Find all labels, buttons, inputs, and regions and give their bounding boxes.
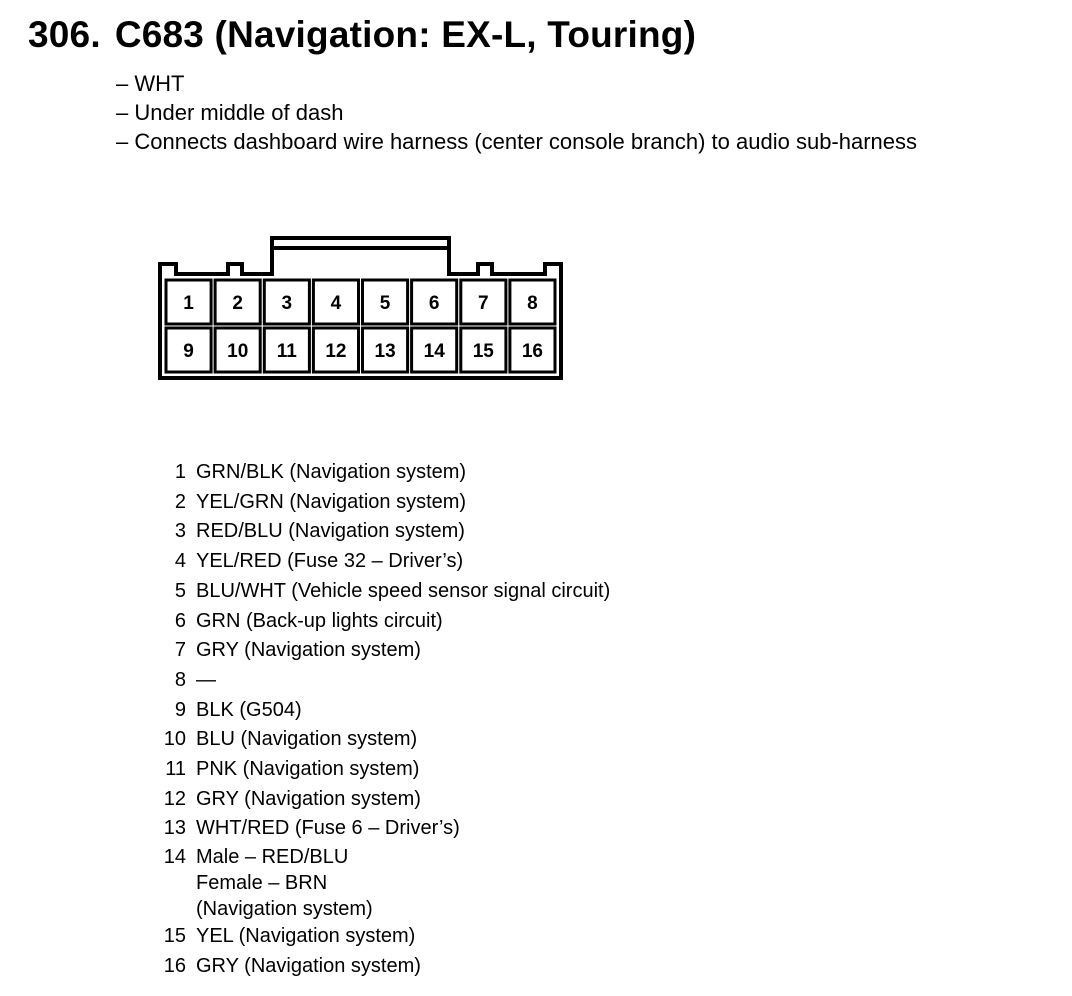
pin-number-15: 15 [472,341,494,362]
pin-number-16: 16 [521,341,543,362]
pin-number-10: 10 [227,341,249,362]
connector-title: C683 (Navigation: EX-L, Touring) [114,14,697,55]
pin-cavity-1 [166,280,211,324]
pinout-row-5 [160,577,610,607]
pinout-row-12 [160,785,610,815]
pinout-row-7 [160,636,610,666]
pin-number-3: 3 [281,293,293,314]
pinout-description [196,577,610,607]
pin-cavity-2 [215,280,260,324]
pin-number-6: 6 [428,293,440,314]
note-color: – WHT [116,69,917,98]
pinout-description [196,755,419,785]
pinout-description [196,666,216,696]
pinout-pin-number: 5 [174,579,186,602]
pin-number-9: 9 [183,341,194,362]
pinout-row-11 [160,755,610,785]
pinout-description-line: YEL (Navigation system) [196,925,416,948]
pin-cavity-10 [215,328,260,372]
connector-outline [160,238,561,378]
pinout-pin-number: 3 [174,520,186,543]
pinout-description [196,725,417,755]
pin-number-12: 12 [325,341,347,362]
pinout-row-14 [160,844,610,922]
pinout-pin-number: 14 [163,846,186,869]
pinout-pin-number: 12 [163,787,186,810]
pinout-row-9 [160,696,610,726]
connector-housing [160,238,561,378]
pinout-row-3 [160,517,610,547]
pinout-row-15 [160,922,610,952]
pinout-description-line: GRN (Back-up lights circuit) [196,609,443,632]
pin-cavity-15 [461,328,506,372]
pinout-description [196,636,421,666]
pin-cavity-12 [313,328,358,372]
pin-cavity-11 [264,328,309,372]
pin-cavity-5 [363,280,408,324]
pinout-row-8 [160,666,610,696]
pinout-description-line: Male – RED/BLU [196,846,349,869]
pinout-description-line: YEL/GRN (Navigation system) [196,490,467,513]
pin-number-4: 4 [330,293,342,314]
pin-cavity-16 [510,328,555,372]
pin-cavity-3 [264,280,309,324]
pinout-description-line: PNK (Navigation system) [196,758,420,781]
pinout-description-line: GRY (Navigation system) [196,639,421,662]
pinout-description [196,607,443,637]
pin-cavity-8 [510,280,555,324]
page-title [28,14,696,56]
pinout-description [196,814,460,844]
pinout-description-line: (Navigation system) [196,898,373,921]
pinout-pin-number: 8 [174,668,186,691]
pinout-pin-number: 10 [163,728,186,751]
pinout-row-1 [160,458,610,488]
pinout-description [196,922,415,952]
connector-notes [116,69,917,156]
note-connection: – Connects dashboard wire harness (center console branch) to audio sub-harness [116,127,917,156]
pin-cavity-13 [363,328,408,372]
pinout-description-line: — [196,668,216,691]
pinout-pin-number: 16 [163,954,186,977]
pin-cavity-9 [166,328,211,372]
note-location: – Under middle of dash [116,98,917,127]
pin-cavity-4 [313,280,358,324]
pinout-description [196,952,421,982]
pin-number-14: 14 [423,341,445,362]
pinout-row-10 [160,725,610,755]
pinout-row-13 [160,814,610,844]
pinout-pin-number: 2 [174,490,186,513]
pinout-description-line: GRY (Navigation system) [196,954,421,977]
pinout-description-line: RED/BLU (Navigation system) [196,520,465,543]
pinout-pin-number: 1 [174,461,186,483]
pinout-pin-number: 15 [163,925,186,948]
pinout-description-line: Female – BRN [196,872,328,895]
pin-cavity-6 [412,280,457,324]
pinout-pin-number: 6 [174,609,186,632]
pinout-pin-number: 13 [163,817,186,840]
pinout-description-line: BLU (Navigation system) [196,728,418,751]
pinout-description [196,488,466,518]
pinout-pin-number: 4 [174,550,186,573]
pinout-description [196,458,466,488]
pin-number-11: 11 [276,341,297,362]
pinout-row-16 [160,952,610,982]
pin-number-8: 8 [527,293,538,314]
pinout-row-2 [160,488,610,518]
pinout-list [160,458,610,982]
pinout-description-line: GRY (Navigation system) [196,787,421,810]
pinout-description-line: YEL/RED (Fuse 32 – Driver’s) [196,550,464,573]
pinout-description [196,844,373,922]
pinout-description [196,785,421,815]
pinout-description [196,547,463,577]
pinout-pin-number: 7 [174,639,186,662]
pin-cavity-14 [412,328,457,372]
pinout-row-6 [160,607,610,637]
pin-number-1: 1 [183,293,194,314]
pin-number-7: 7 [478,293,489,314]
pin-number-5: 5 [379,293,391,314]
pin-number-2: 2 [232,293,243,314]
pinout-pin-number: 11 [165,758,186,781]
pinout-description-line: GRN/BLK (Navigation system) [196,461,467,483]
pin-cavity-grid [166,280,555,372]
pinout-row-4 [160,547,610,577]
pinout-description [196,517,465,547]
pinout-description [196,696,302,726]
pinout-pin-number: 9 [174,698,186,721]
pinout-description-line: WHT/RED (Fuse 6 – Driver’s) [196,817,460,840]
pin-number-13: 13 [374,341,396,362]
connector-face-diagram [0,0,1072,420]
pinout-description-line: BLK (G504) [196,698,302,721]
pinout-description-line: BLU/WHT (Vehicle speed sensor signal circuit) [196,579,611,602]
section-number: 306. [28,14,101,55]
pin-cavity-7 [461,280,506,324]
